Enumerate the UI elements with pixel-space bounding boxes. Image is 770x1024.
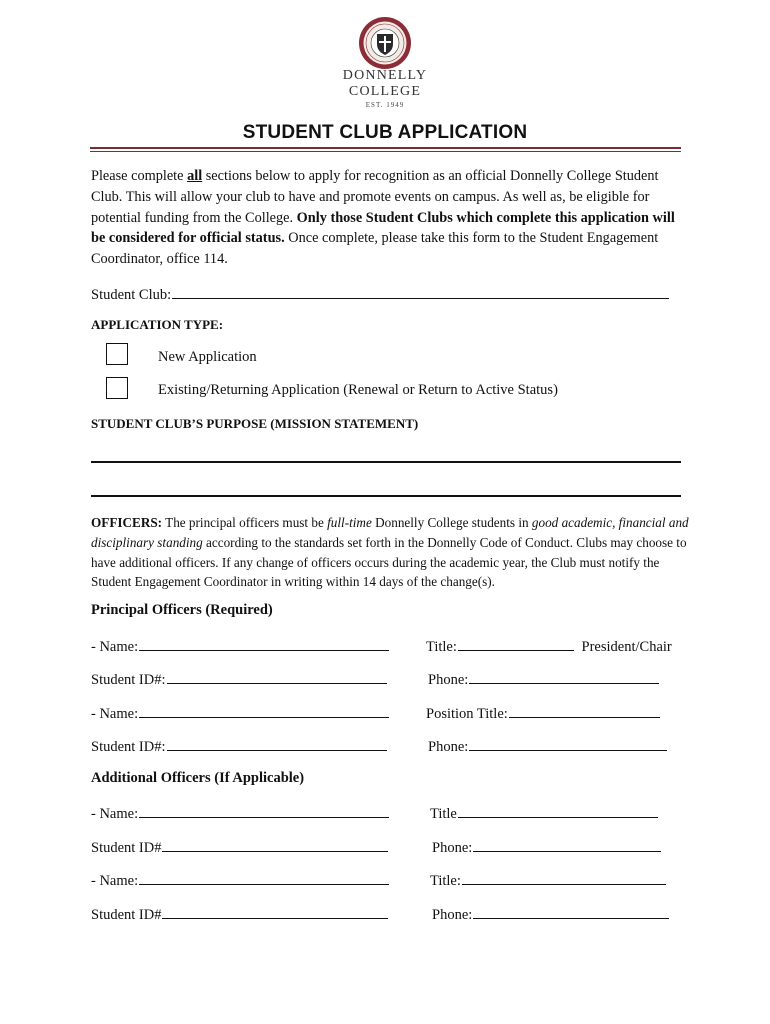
student-club-input-line[interactable]	[172, 284, 669, 299]
additional-1-name-field	[91, 803, 389, 823]
title-label: Title:	[430, 873, 461, 889]
principal-1-phone-field	[428, 669, 659, 689]
logo-wordmark-line-2: COLLEGE	[348, 84, 422, 99]
intro-paragraph	[91, 166, 691, 270]
student-id-input-line[interactable]	[162, 904, 388, 919]
student-id-input-line[interactable]	[162, 837, 388, 852]
officers-italic-full-time: full-time	[327, 515, 372, 530]
name-input-line[interactable]	[139, 870, 389, 885]
student-club-field	[91, 284, 669, 304]
phone-label: Phone:	[428, 739, 469, 755]
principal-officers-heading: Principal Officers (Required)	[91, 602, 273, 618]
title-label: Title	[430, 806, 457, 822]
phone-label: Phone:	[428, 672, 469, 688]
name-input-line[interactable]	[139, 803, 389, 818]
position-title-input-line[interactable]	[509, 703, 660, 718]
college-seal-logo	[358, 16, 412, 70]
officers-label: OFFICERS:	[91, 515, 163, 530]
officers-text-2: Donnelly College students in	[371, 515, 532, 530]
principal-1-title-field	[426, 636, 672, 656]
phone-input-line[interactable]	[473, 904, 669, 919]
intro-text-1: Please complete	[91, 168, 188, 184]
additional-1-title-field	[430, 803, 658, 823]
page-title: STUDENT CLUB APPLICATION	[242, 122, 528, 143]
principal-1-name-field	[91, 636, 389, 656]
additional-2-phone-field	[432, 904, 669, 924]
additional-2-title-field	[430, 870, 666, 890]
student-id-label: Student ID#:	[91, 739, 166, 755]
title-rule-thick	[90, 147, 681, 149]
principal-1-student-id-field	[91, 669, 387, 689]
intro-emphasis-official: Only those Student Clubs which complete this application will be considered for official status.	[91, 209, 675, 247]
principal-2-phone-field	[428, 736, 667, 756]
phone-label: Phone:	[432, 907, 473, 923]
position-title-label: Position Title:	[426, 706, 508, 722]
student-id-input-line[interactable]	[167, 736, 387, 751]
intro-text-3: Once complete, please take this form to the Student Engagement Coordinator, office 114.	[91, 230, 659, 268]
phone-input-line[interactable]	[469, 669, 659, 684]
officers-text-3: according to the standards set forth in the Donnelly Code of Conduct. Clubs may choose to have additional officers. If any change of officers occurs during the academic year, the Club must notify the Student Engagement Coordinator in writing within 14 days of the change(s).	[91, 534, 687, 590]
name-label: - Name:	[91, 706, 139, 722]
purpose-heading: STUDENT CLUB’S PURPOSE (MISSION STATEMENT)	[91, 416, 419, 431]
officers-italic-standing: good academic, financial and disciplinary standing	[91, 515, 689, 550]
intro-emphasis-all: all	[187, 168, 203, 184]
student-id-label: Student ID#:	[91, 672, 166, 688]
application-type-heading: APPLICATION TYPE:	[91, 317, 224, 332]
title-input-line[interactable]	[462, 870, 666, 885]
new-application-label: New Application	[158, 349, 257, 365]
additional-2-student-id-field	[91, 904, 388, 924]
existing-application-label: Existing/Returning Application (Renewal or Return to Active Status)	[158, 382, 558, 398]
purpose-line-2[interactable]	[91, 495, 681, 497]
name-label: - Name:	[91, 639, 139, 655]
title-input-line[interactable]	[458, 803, 658, 818]
phone-input-line[interactable]	[473, 837, 661, 852]
additional-1-phone-field	[432, 837, 661, 857]
title-rule-thin	[90, 151, 681, 152]
name-input-line[interactable]	[139, 703, 389, 718]
title-label: Title:	[426, 639, 457, 655]
student-id-input-line[interactable]	[167, 669, 387, 684]
name-input-line[interactable]	[139, 636, 389, 651]
officers-text-1: The principal officers must be	[162, 515, 328, 530]
purpose-line-1[interactable]	[91, 461, 681, 463]
intro-text-2: sections below to apply for recognition as an official Donnelly College Student Club. This will allow your club to have and promote events on campus. As well as, be eligible for potential funding from the College.	[91, 168, 659, 226]
logo-established: EST. 1949	[365, 101, 405, 109]
principal-2-student-id-field	[91, 736, 387, 756]
existing-application-checkbox[interactable]	[106, 377, 128, 399]
student-id-label: Student ID#	[91, 840, 162, 856]
new-application-checkbox[interactable]	[106, 343, 128, 365]
principal-2-position-title-field	[426, 703, 660, 723]
name-label: - Name:	[91, 806, 139, 822]
additional-1-student-id-field	[91, 837, 388, 857]
student-id-label: Student ID#	[91, 907, 162, 923]
title-input-line[interactable]	[458, 636, 574, 651]
phone-input-line[interactable]	[469, 736, 667, 751]
name-label: - Name:	[91, 873, 139, 889]
additional-2-name-field	[91, 870, 389, 890]
title-value-president: President/Chair	[581, 639, 672, 655]
student-club-label: Student Club:	[91, 287, 172, 303]
phone-label: Phone:	[432, 840, 473, 856]
officers-paragraph	[91, 513, 691, 592]
principal-2-name-field	[91, 703, 389, 723]
additional-officers-heading: Additional Officers (If Applicable)	[91, 770, 305, 786]
logo-wordmark-line-1: DONNELLY	[342, 68, 428, 83]
